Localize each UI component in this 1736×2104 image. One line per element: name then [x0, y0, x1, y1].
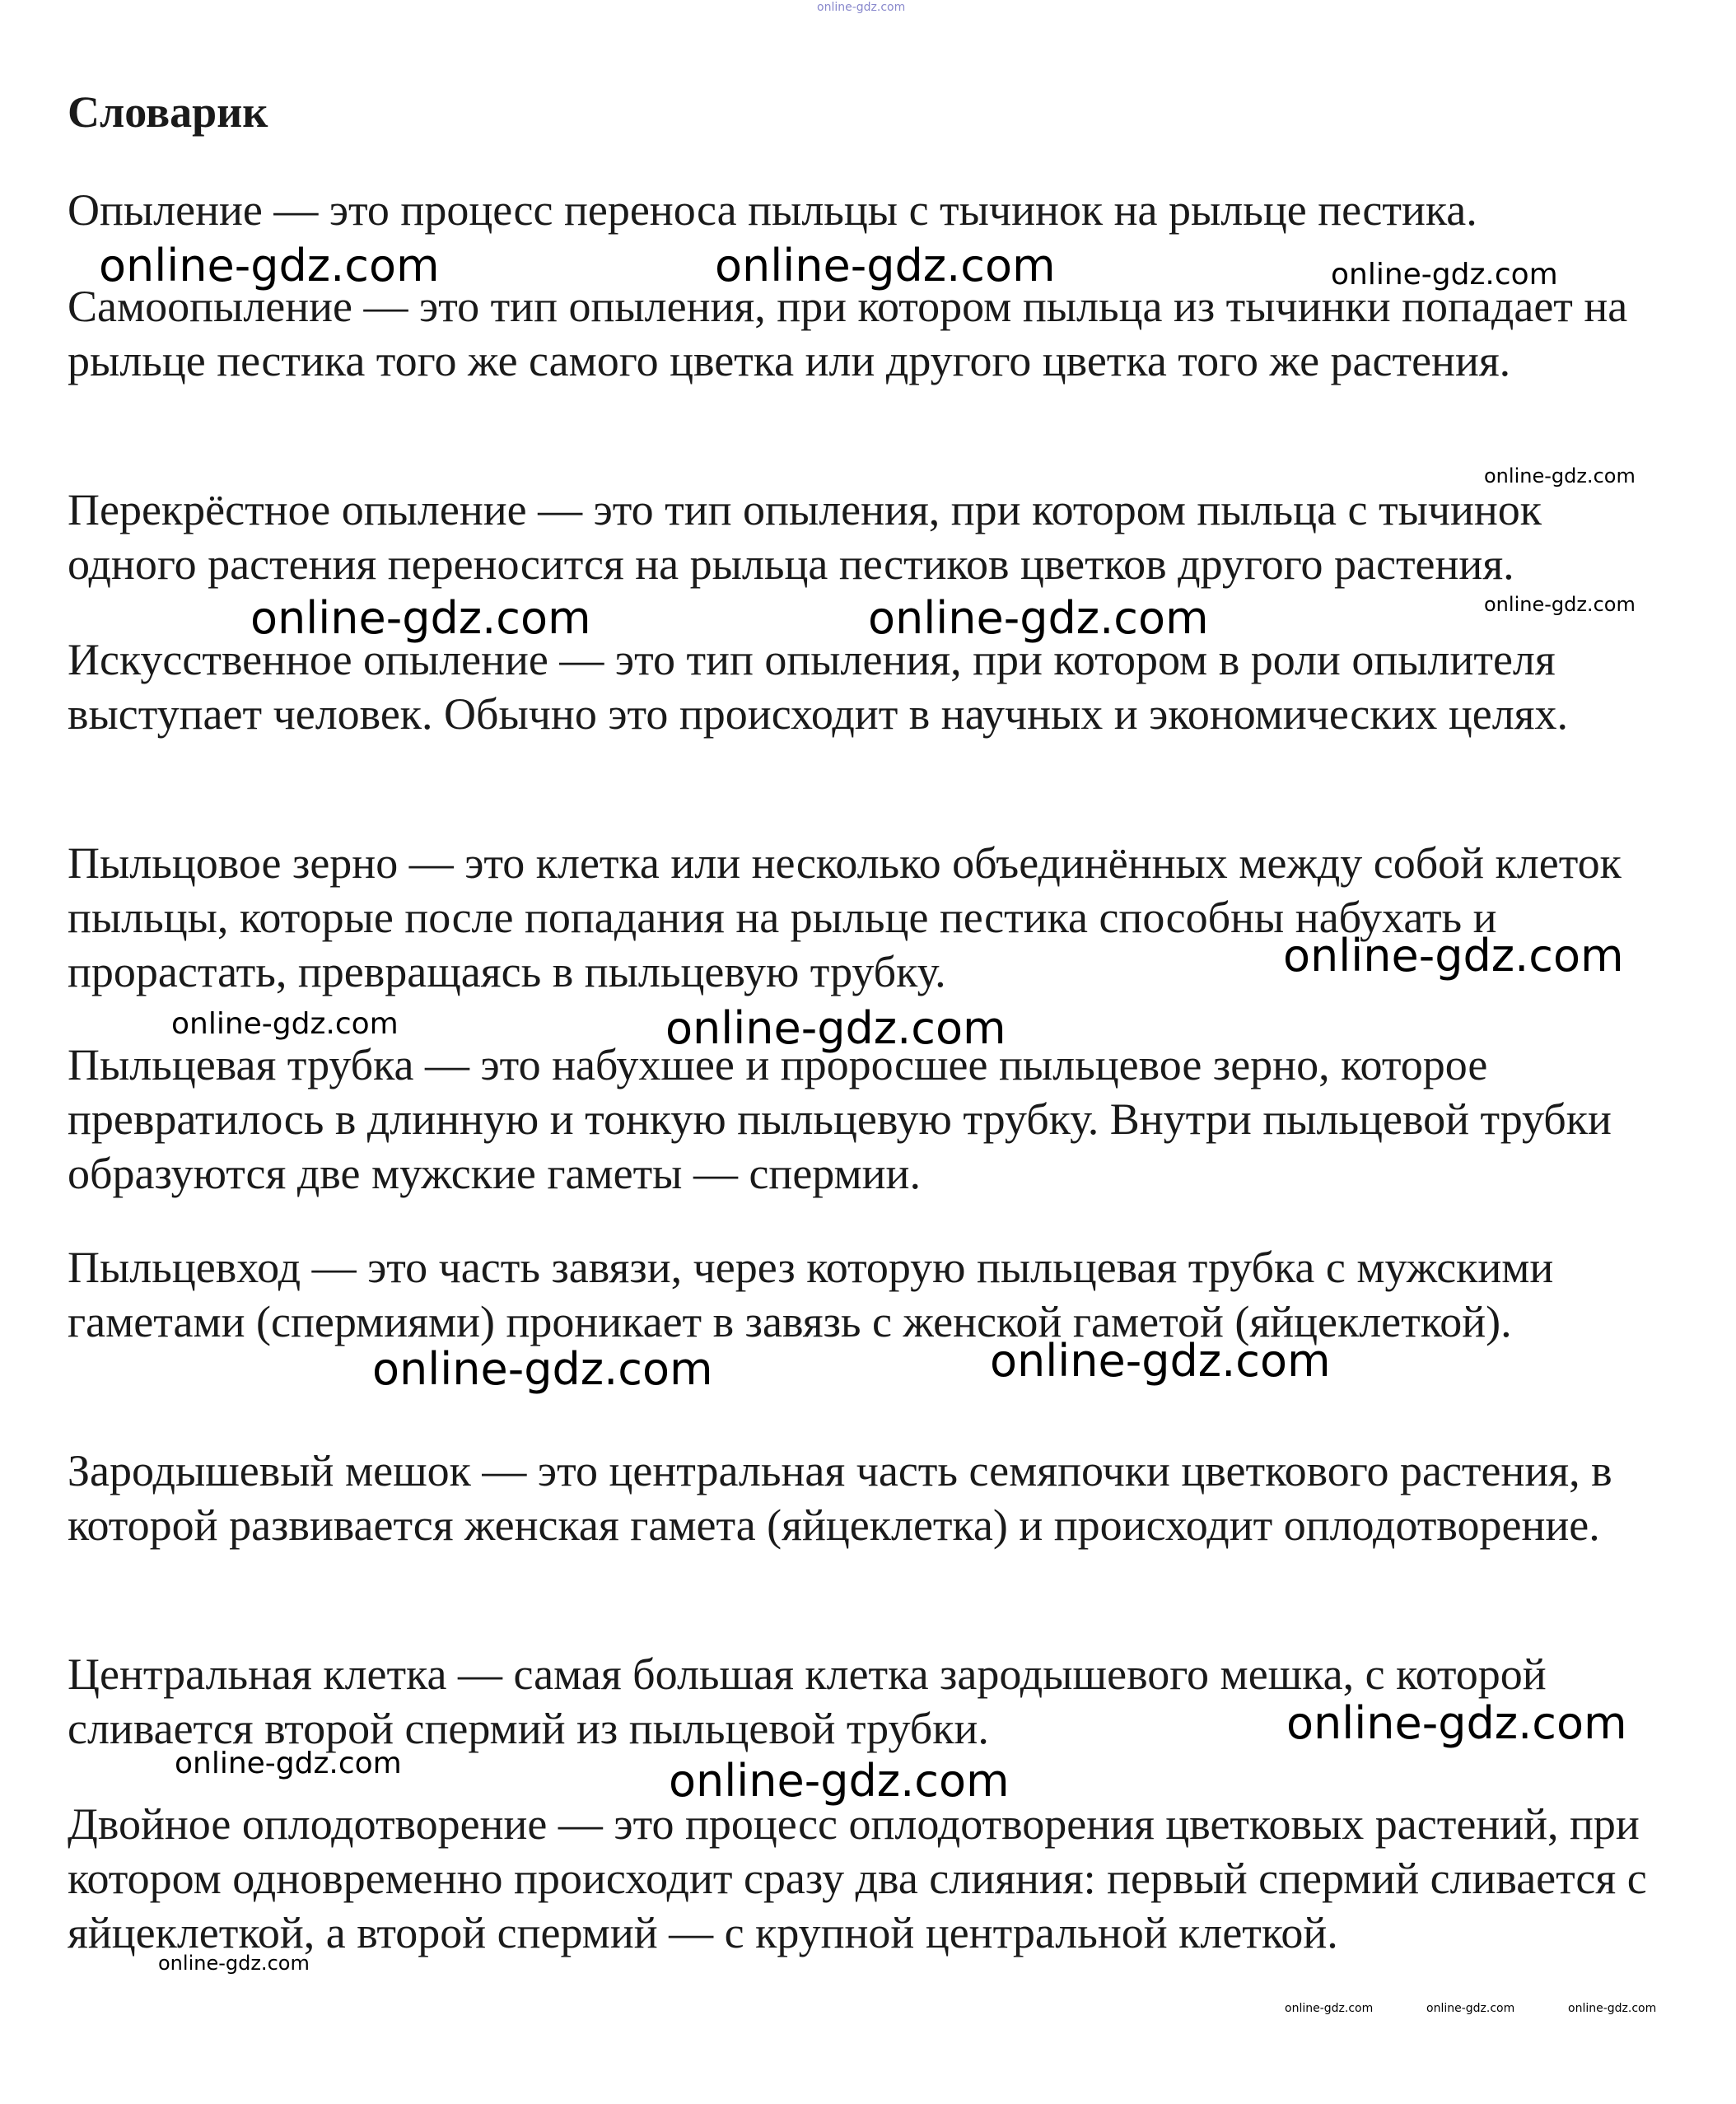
watermark: online-gdz.com [1283, 930, 1624, 982]
definition-double-fertilization: Двойное оплодотворение — это процесс оплодотворения цветковых растений, при котором одновременно происходит сразу два слияния: первый спермий сливается с яйцеклеткой, а второй спермий — с крупной центральной клеткой. [68, 1799, 1647, 1957]
watermark: online-gdz.com [175, 1747, 402, 1780]
watermark: online-gdz.com [250, 592, 591, 644]
watermark: online-gdz.com [1285, 2002, 1374, 2015]
watermark: online-gdz.com [158, 1952, 310, 1975]
watermark: online-gdz.com [665, 1002, 1006, 1054]
definition-micropyle: Пыльцевход — это часть завязи, через которую пыльцевая трубка с мужскими гаметами (спермиями) проникает в завязь с женской гаметой (яйцеклеткой). [68, 1243, 1554, 1346]
watermark: online-gdz.com [1484, 464, 1636, 488]
definition-pollen-grain: Пыльцовое зерно — это клетка или несколько объединённых между собой клеток пыльцы, которые после попадания на рыльце пестика способны набухать и прорастать, превращаясь в пыльцевую трубку. [68, 838, 1622, 996]
definition-central-cell: Центральная клетка — самая большая клетка зародышевого мешка, с которой сливается второй спермий из пыльцевой трубки. [68, 1649, 1547, 1753]
watermark: online-gdz.com [1568, 2002, 1657, 2015]
watermark: online-gdz.com [1484, 593, 1636, 616]
definition-artificial-pollination: Искусственное опыление — это тип опыления, при котором в роли опылителя выступает человек. Обычно это происходит в научных и экономических целях. [68, 635, 1568, 739]
watermark: online-gdz.com [669, 1755, 1010, 1807]
watermark: online-gdz.com [372, 1343, 713, 1395]
watermark: online-gdz.com [1286, 1697, 1627, 1749]
watermark: online-gdz.com [99, 240, 440, 292]
definition-embryo-sac: Зародышевый мешок — это центральная часть семяпочки цветкового растения, в которой развивается женская гамета (яйцеклетка) и происходит оплодотворение. [68, 1446, 1612, 1550]
header-watermark: online-gdz.com [817, 1, 906, 14]
definition-pollen-tube: Пыльцевая трубка — это набухшее и проросшее пыльцевое зерно, которое превратилось в длинную и тонкую пыльцевую трубку. Внутри пыльцевой трубки образуются две мужские гаметы — спермии. [68, 1040, 1612, 1198]
definition-cross-pollination: Перекрёстное опыление — это тип опыления, при котором пыльца с тычинок одного растения переносится на рыльца пестиков цветков другого растения. [68, 485, 1542, 589]
watermark: online-gdz.com [868, 592, 1209, 644]
watermark: online-gdz.com [171, 1007, 399, 1041]
definition-self-pollination: Самоопыление — это тип опыления, при котором пыльца из тычинки попадает на рыльце пестика того же самого цветка или другого цветка того же растения. [68, 282, 1628, 385]
watermark: online-gdz.com [715, 240, 1056, 292]
watermark: online-gdz.com [1426, 2002, 1515, 2015]
watermark: online-gdz.com [1331, 258, 1558, 292]
definition-pollination: Опыление — это процесс переноса пыльцы с тычинок на рыльце пестика. [68, 185, 1477, 235]
watermark: online-gdz.com [990, 1335, 1331, 1387]
page-title: Словарик [68, 87, 268, 137]
